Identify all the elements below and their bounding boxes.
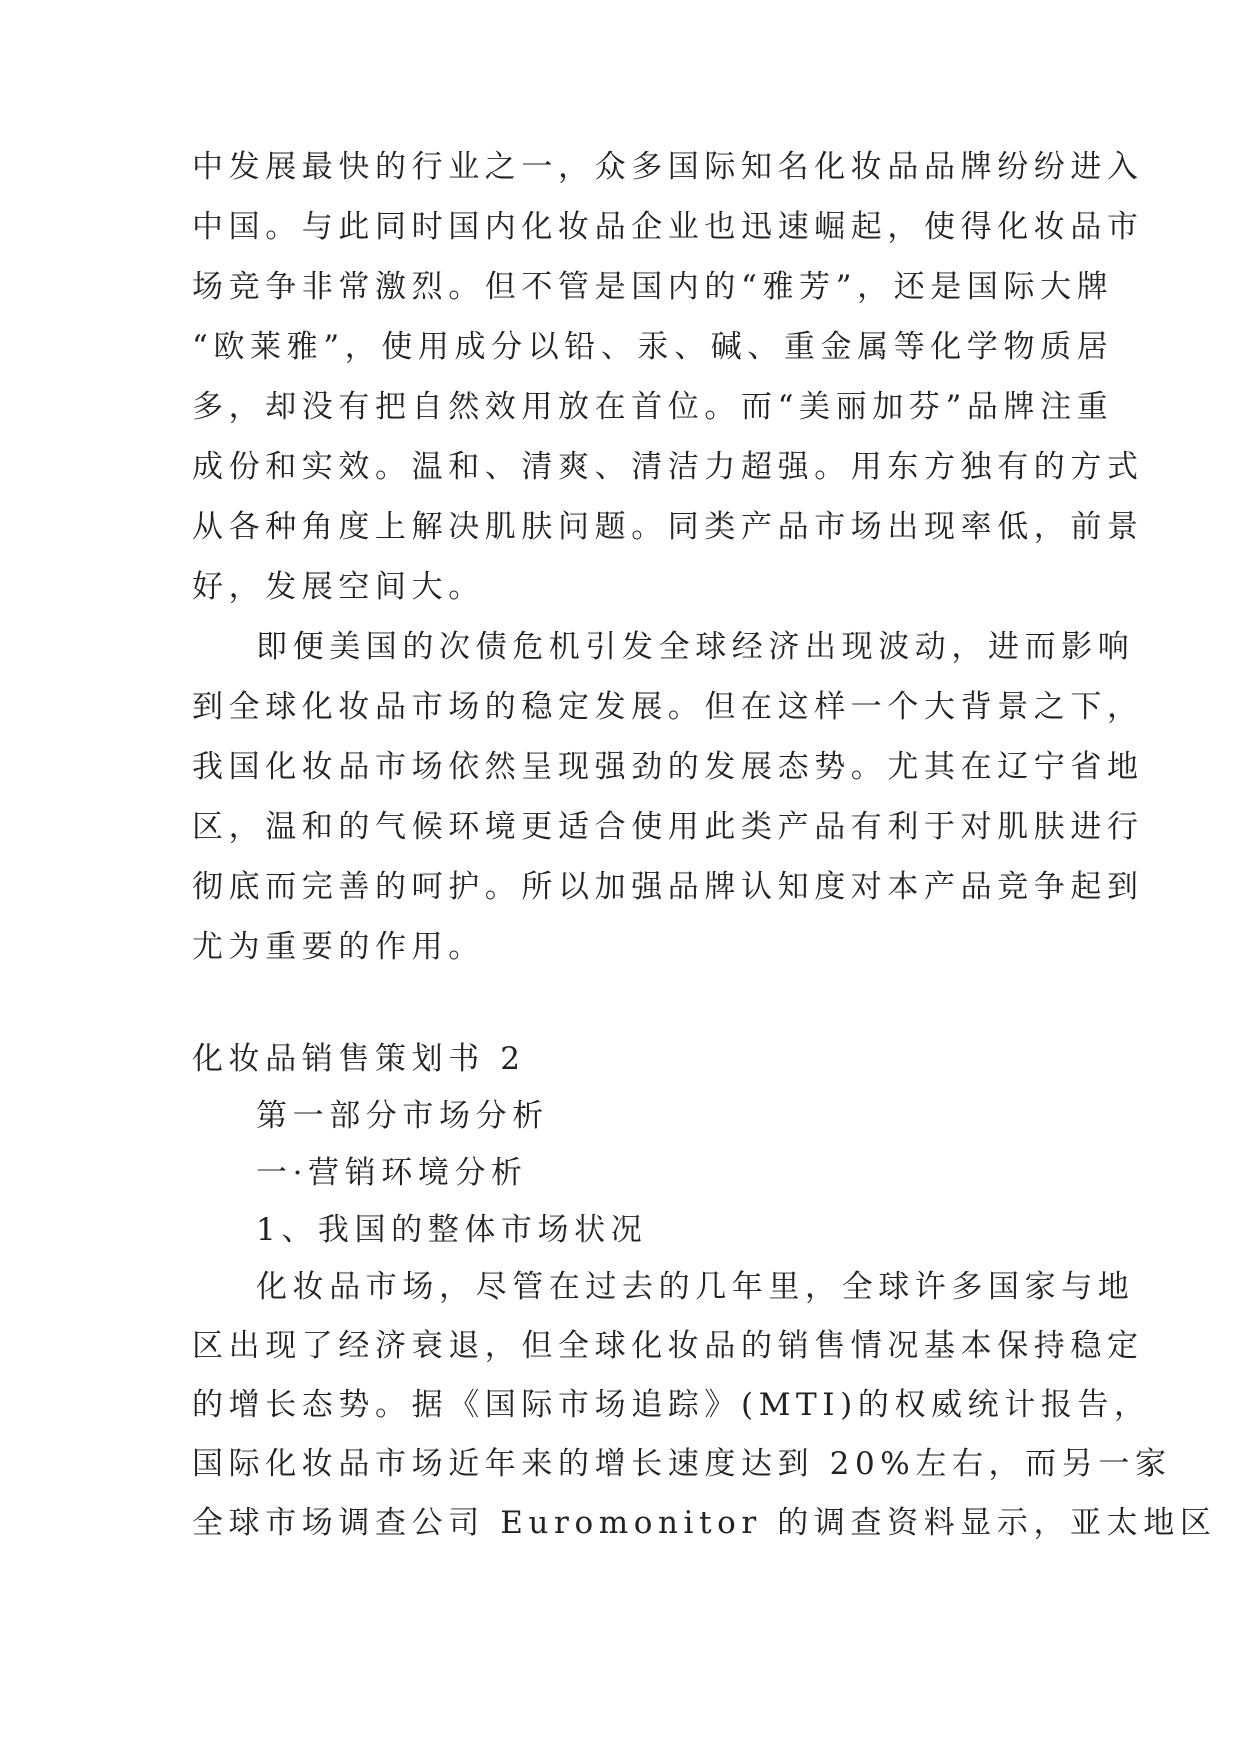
paragraph-line: 中发展最快的行业之一，众多国际知名化妆品品牌纷纷进入 bbox=[192, 149, 1144, 185]
paragraph-line: 即便美国的次债危机引发全球经济出现波动，进而影响 bbox=[256, 629, 1135, 665]
paragraph-line: 全球市场调查公司 Euromonitor 的调查资料显示，亚太地区 bbox=[192, 1505, 1217, 1541]
paragraph-line: “欧莱雅”，使用成分以铅、汞、碱、重金属等化学物质居 bbox=[192, 329, 1114, 365]
paragraph-line: 的增长态势。据《国际市场追踪》(MTI)的权威统计报告， bbox=[192, 1387, 1151, 1423]
paragraph-line: 化妆品市场，尽管在过去的几年里，全球许多国家与地 bbox=[256, 1269, 1135, 1305]
paragraph-line: 从各种角度上解决肌肤问题。同类产品市场出现率低，前景 bbox=[192, 509, 1144, 545]
paragraph-line: 国际化妆品市场近年来的增长速度达到 20%左右，而另一家 bbox=[192, 1446, 1172, 1482]
paragraph-line: 到全球化妆品市场的稳定发展。但在这样一个大背景之下， bbox=[192, 689, 1144, 725]
part-heading: 第一部分市场分析 bbox=[256, 1098, 549, 1134]
subsection-heading: 一·营销环境分析 bbox=[256, 1155, 528, 1191]
paragraph-line: 区，温和的气候环境更适合使用此类产品有利于对肌肤进行 bbox=[192, 809, 1144, 845]
paragraph-line: 区出现了经济衰退，但全球化妆品的销售情况基本保持稳定 bbox=[192, 1328, 1144, 1364]
subsection-heading: 1、我国的整体市场状况 bbox=[256, 1212, 648, 1248]
paragraph-line: 中国。与此同时国内化妆品企业也迅速崛起，使得化妆品市 bbox=[192, 209, 1144, 245]
paragraph-line: 成份和实效。温和、清爽、清洁力超强。用东方独有的方式 bbox=[192, 449, 1144, 485]
paragraph-line: 多，却没有把自然效用放在首位。而“美丽加芬”品牌注重 bbox=[192, 389, 1114, 425]
paragraph-line: 好，发展空间大。 bbox=[192, 569, 485, 605]
section-title: 化妆品销售策划书 2 bbox=[192, 1041, 526, 1077]
paragraph-line: 彻底而完善的呵护。所以加强品牌认知度对本产品竞争起到 bbox=[192, 869, 1144, 905]
paragraph-line: 我国化妆品市场依然呈现强劲的发展态势。尤其在辽宁省地 bbox=[192, 749, 1144, 785]
paragraph-line: 场竞争非常激烈。但不管是国内的“雅芳”，还是国际大牌 bbox=[192, 269, 1114, 305]
paragraph-line: 尤为重要的作用。 bbox=[192, 929, 485, 965]
